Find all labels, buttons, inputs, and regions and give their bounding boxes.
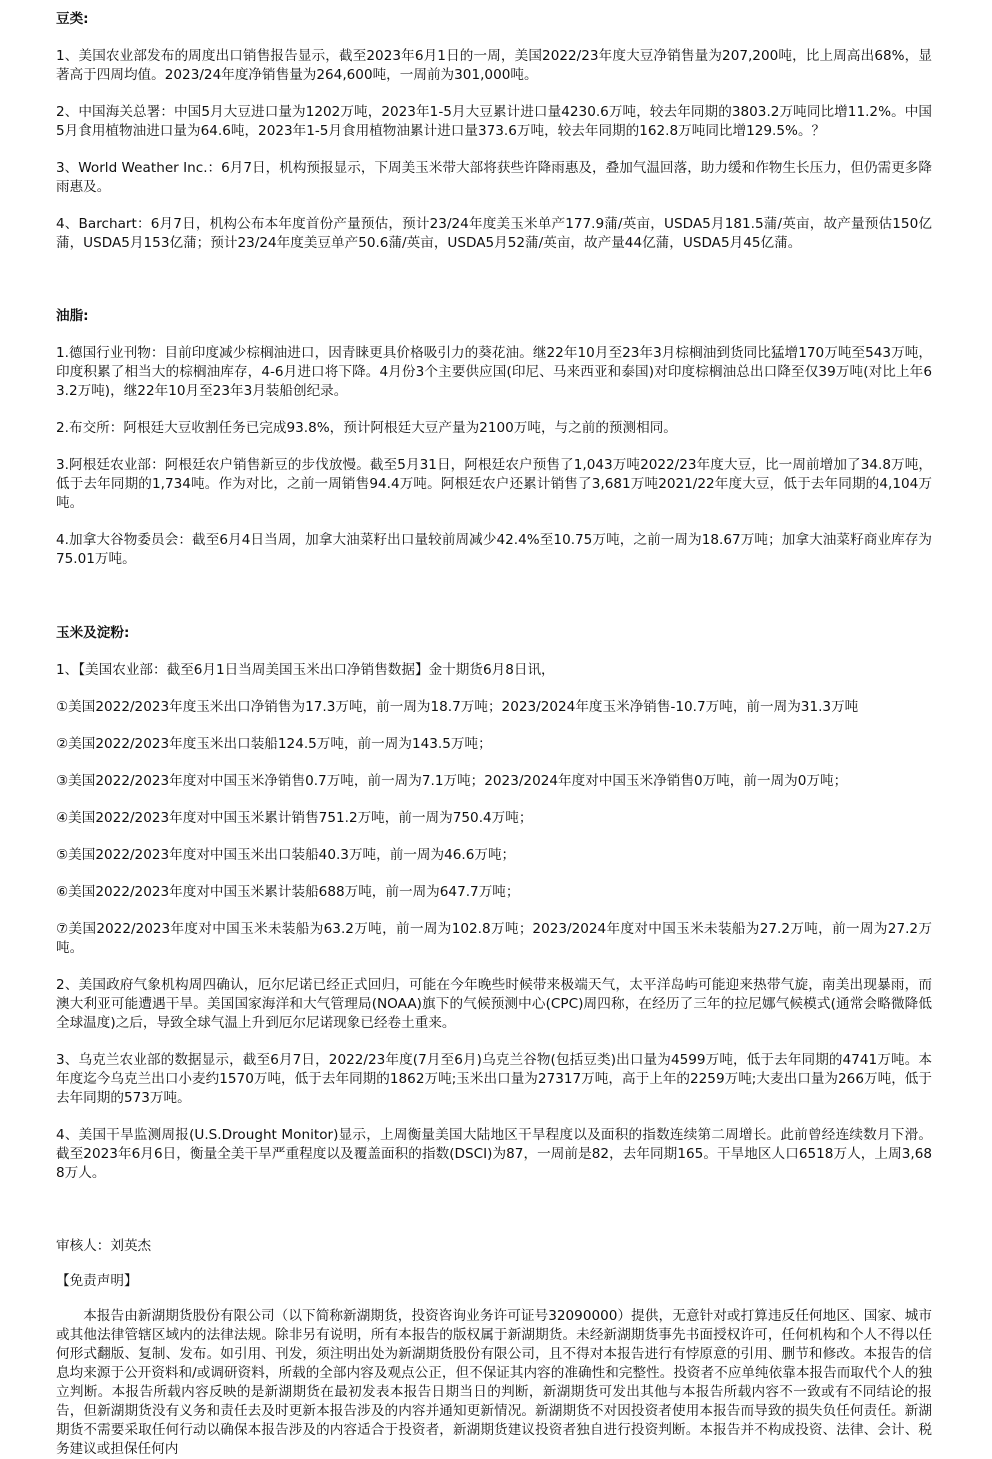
soy-item-3: 3、World Weather Inc.：6月7日，机构预报显示，下周美玉米带大部将获些许降雨惠及，叠加气温回落，助力缓和作物生长压力，但仍需更多降雨惠及。 (56, 160, 932, 195)
soy-item-2: 2、中国海关总署：中国5月大豆进口量为1202万吨，2023年1-5月大豆累计进口量4230.6万吨，较去年同期的3803.2万吨同比增11.2%。中国5月食用植物油进口量为64.6吨，2023年1-5月食用植物油累计进口量373.6万吨，较去年同期的162.8万吨同比增129.5%。？ (56, 104, 932, 139)
reviewer-line: 审核人：刘英杰 (56, 1238, 152, 1254)
oils-item-3: 3.阿根廷农业部：阿根廷农户销售新豆的步伐放慢。截至5月31日，阿根廷农户预售了1,043万吨2022/23年度大豆，比一周前增加了34.8万吨，低于去年同期的1,734吨。作为对比，之前一周销售94.4万吨。阿根廷农户还累计销售了3,681万吨2021/22年度大豆，低于去年同期的4,104万吨。 (56, 457, 932, 511)
corn-subitem-1: ①美国2022/2023年度玉米出口净销售为17.3万吨，前一周为18.7万吨；2023/2024年度玉米净销售-10.7万吨，前一周为31.3万吨 (56, 699, 859, 715)
corn-item-3: 3、乌克兰农业部的数据显示，截至6月7日，2022/23年度(7月至6月)乌克兰谷物(包括豆类)出口量为4599万吨，低于去年同期的4741万吨。本年度迄今乌克兰出口小麦约1570万吨，低于去年同期的1862万吨;玉米出口量为27317万吨，高于上年的2259万吨;大麦出口量为266万吨，低于去年同期的573万吨。 (56, 1052, 932, 1106)
section-title-oils: 油脂: (56, 308, 89, 324)
section-title-corn: 玉米及淀粉: (56, 625, 130, 641)
oils-item-2: 2.布交所：阿根廷大豆收割任务已完成93.8%，预计阿根廷大豆产量为2100万吨，与之前的预测相同。 (56, 420, 677, 436)
corn-subitem-5: ⑤美国2022/2023年度对中国玉米出口装船40.3万吨，前一周为46.6万吨； (56, 847, 516, 863)
corn-item-1: 1、【美国农业部：截至6月1日当周美国玉米出口净销售数据】金十期货6月8日讯， (56, 662, 555, 678)
corn-subitem-7: ⑦美国2022/2023年度对中国玉米未装船为63.2万吨，前一周为102.8万吨；2023/2024年度对中国玉米未装船为27.2万吨，前一周为27.2万吨。 (56, 921, 932, 956)
soy-item-1: 1、美国农业部发布的周度出口销售报告显示，截至2023年6月1日的一周，美国2022/23年度大豆净销售量为207,200吨，比上周高出68%，显著高于四周均值。2023/24年度净销售量为264,600吨，一周前为301,000吨。 (56, 48, 932, 83)
disclaimer-body: 本报告由新湖期货股份有限公司（以下简称新湖期货，投资咨询业务许可证号32090000）提供，无意针对或打算违反任何地区、国家、城市或其他法律管辖区域内的法律法规。除非另有说明，所有本报告的版权属于新湖期货。未经新湖期货事先书面授权许可，任何机构和个人不得以任何形式翻版、复制、发布。如引用、刊发，须注明出处为新湖期货股份有限公司，且不得对本报告进行有悖原意的引用、删节和修改。本报告的信息均来源于公开资料和/或调研资料，所载的全部内容及观点公正，但不保证其内容的准确性和完整性。投资者不应单纯依靠本报告而取代个人的独立判断。本报告所载内容反映的是新湖期货在最初发表本报告日期当日的判断，新湖期货可发出其他与本报告所载内容不一致或有不同结论的报告，但新湖期货没有义务和责任去及时更新本报告涉及的内容并通知更新情况。新湖期货不对因投资者使用本报告而导致的损失负任何责任。新湖期货不需要采取任何行动以确保本报告涉及的内容适合于投资者，新湖期货建议投资者独自进行投资判断。本报告并不构成投资、法律、会计、税务建议或担保任何内 (56, 1308, 932, 1457)
section-title-soy: 豆类: (56, 11, 89, 27)
corn-subitem-3: ③美国2022/2023年度对中国玉米净销售0.7万吨，前一周为7.1万吨；2023/2024年度对中国玉米净销售0万吨，前一周为0万吨； (56, 773, 848, 789)
oils-item-4: 4.加拿大谷物委员会：截至6月4日当周，加拿大油菜籽出口量较前周减少42.4%至10.75万吨，之前一周为18.67万吨；加拿大油菜籽商业库存为75.01万吨。 (56, 532, 932, 567)
corn-subitem-6: ⑥美国2022/2023年度对中国玉米累计装船688万吨，前一周为647.7万吨； (56, 884, 520, 900)
soy-item-4: 4、Barchart：6月7日，机构公布本年度首份产量预估，预计23/24年度美玉米单产177.9蒲/英亩，USDA5月181.5蒲/英亩，故产量预估150亿蒲，USDA5月153亿蒲；预计23/24年度美豆单产50.6蒲/英亩，USDA5月52蒲/英亩，故产量44亿蒲，USDA5月45亿蒲。 (56, 216, 932, 251)
disclaimer-title: 【免责声明】 (56, 1273, 138, 1289)
corn-subitem-4: ④美国2022/2023年度对中国玉米累计销售751.2万吨，前一周为750.4万吨； (56, 810, 533, 826)
corn-item-2: 2、美国政府气象机构周四确认，厄尔尼诺已经正式回归，可能在今年晚些时候带来极端天气，太平洋岛屿可能迎来热带气旋，南美出现暴雨，而澳大利亚可能遭遇干旱。美国国家海洋和大气管理局(NOAA)旗下的气候预测中心(CPC)周四称，在经历了三年的拉尼娜气候模式(通常会略微降低全球温度)之后，导致全球气温上升到厄尔尼诺现象已经卷土重来。 (56, 977, 932, 1031)
corn-subitem-2: ②美国2022/2023年度玉米出口装船124.5万吨，前一周为143.5万吨； (56, 736, 492, 752)
oils-item-1: 1.德国行业刊物：目前印度减少棕榈油进口，因青睐更具价格吸引力的葵花油。继22年10月至23年3月棕榈油到货同比猛增170万吨至543万吨，印度积累了相当大的棕榈油库存，4-6月进口将下降。4月份3个主要供应国(印尼、马来西亚和泰国)对印度棕榈油总出口降至仅39万吨(对比上年63.2万吨)，继22年10月至23年3月装船创纪录。 (56, 345, 932, 399)
corn-item-4: 4、美国干旱监测周报(U.S.Drought Monitor)显示，上周衡量美国大陆地区干旱程度以及面积的指数连续第二周增长。此前曾经连续数月下滑。截至2023年6月6日，衡量全美干旱严重程度以及覆盖面积的指数(DSCI)为87，一周前是82，去年同期165。干旱地区人口6518万人，上周3,688万人。 (56, 1127, 932, 1181)
